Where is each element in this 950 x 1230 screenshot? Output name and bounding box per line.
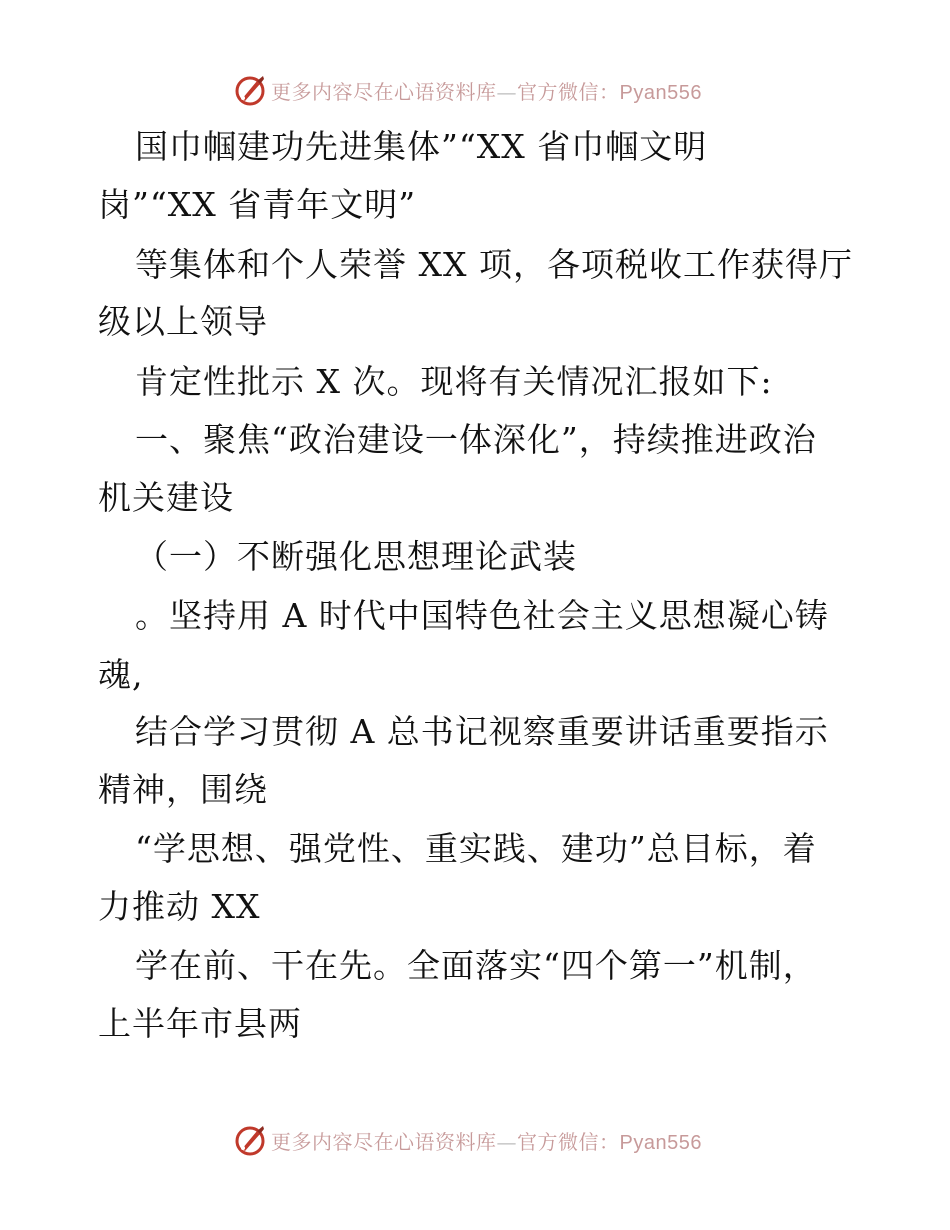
section-heading: 机关建设: [98, 478, 234, 517]
section-heading: 一、聚焦“政治建设一体深化”，持续推进政治: [135, 420, 817, 459]
paragraph-line: 等集体和个人荣誉 XX 项，各项税收工作获得厅: [135, 245, 853, 284]
watermark-text: 更多内容尽在心语资料库—官方微信：Pyan556: [271, 1129, 702, 1154]
paragraph-line: 级以上领导: [98, 302, 268, 341]
subsection-heading: （一）不断强化思想理论武装: [135, 537, 577, 576]
paragraph-line: 力推动 XX: [98, 887, 261, 926]
paragraph-line: “学思想、强党性、重实践、建功”总目标，着: [135, 829, 817, 868]
paragraph-line: 肯定性批示 X 次。现将有关情况汇报如下:: [135, 362, 773, 401]
paragraph-line: 岗”“XX 省青年文明”: [98, 185, 417, 224]
footer-watermark: [233, 1122, 702, 1158]
paragraph-line: 学在前、干在先。全面落实“四个第一”机制，: [135, 946, 817, 985]
paragraph-line: 。坚持用 A 时代中国特色社会主义思想凝心铸: [135, 596, 829, 635]
paragraph-line: 上半年市县两: [98, 1004, 302, 1043]
quill-logo-icon: [233, 1123, 267, 1157]
paragraph-line: 魂,: [98, 655, 144, 694]
watermark-text: 更多内容尽在心语资料库—官方微信：Pyan556: [271, 79, 702, 104]
paragraph-line: 结合学习贯彻 A 总书记视察重要讲话重要指示: [135, 712, 829, 751]
paragraph-line: 国巾帼建功先进集体”“XX 省巾帼文明: [135, 127, 708, 166]
paragraph-line: 精神，围绕: [98, 770, 268, 809]
